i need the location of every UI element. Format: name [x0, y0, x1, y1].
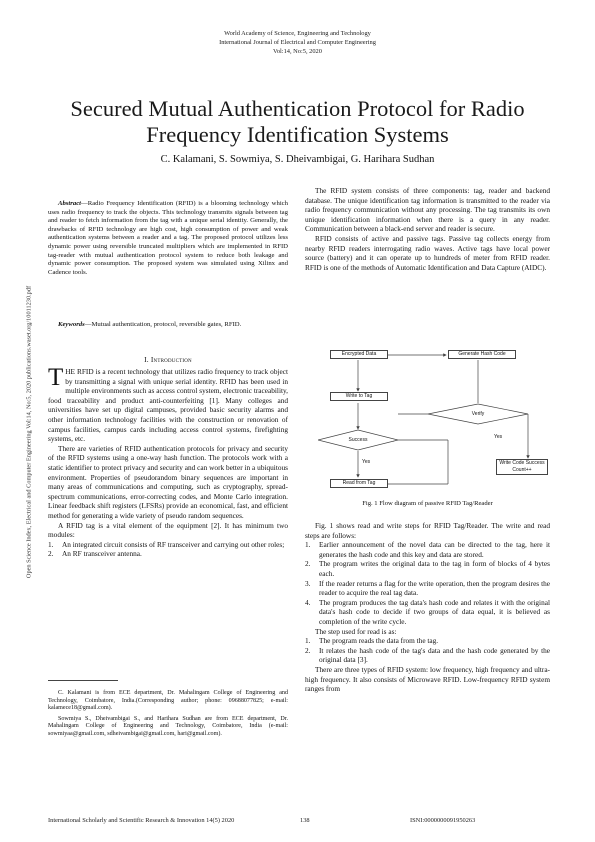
journal-name: International Journal of Electrical and Computer Engineering: [219, 39, 376, 46]
figure-caption: Fig. 1 Flow diagram of passive RFID Tag/Reader: [362, 500, 493, 507]
list-number: 2.: [305, 645, 311, 655]
list-item: [305, 540, 550, 559]
abstract-label: Abstract: [58, 200, 82, 207]
keywords-text: Mutual authentication, protocol, reversible gates, RFID.: [91, 321, 242, 328]
keywords-label: Keywords: [58, 321, 85, 328]
abstract: Abstract—Radio Frequency Identification (RFID) is a blooming technology which uses radio frequency to track the objects. This technology transmits signals between tag and reader to fetch information from the tag with a unique serial identity. Generally, the drawbacks of RFID technology are high cost, high consumption of power and weak authentication systems between a reader and a tag. The proposed protocol utilizes less dynamic power using reversible truncated multipliers which are implemented in RFID tag-reader with mutual authentication protocol system to reduce both leakage and dynamic power consumption. The proposed system was simulated using Xilinx and Cadence tools.: [48, 200, 288, 276]
right-paragraph-5: There are three types of RFID system: low frequency, high frequency and ultra-high frequency. It also consists of Microwave RFID. Low-frequency RFID system ranges from: [305, 664, 550, 694]
paper-title: Secured Mutual Authentication Protocol for Radio Frequency Identification Systems: [70, 96, 525, 147]
intro-p1-text: HE RFID is a recent technology that utilizes radio frequency to track object by transmitting a signal with unique serial identity. RFID has been used in multiple environments such as access control system, electronic traceability, food traceability and product anti-counterfeiting [1]. Many colleges and universities have set up digital campuses, provided basic security alarms and other information technology facilities with the construction or renovation of campus facilities, campus cards including access control systems, firefighting systems, etc.: [48, 367, 288, 444]
side-watermark: [24, 272, 34, 592]
list-text: It relates the hash code of the tag's data and the hash code generated by the original data [3].: [319, 645, 550, 665]
side-watermark-text: Open Science Index, Electrical and Computer Engineering Vol:14, No:5, 2020 publications.waset.org/10011230.pdf: [25, 285, 33, 579]
list-item: [305, 559, 550, 578]
intro-paragraph-3: A RFID tag is a vital element of the equipment [2]. It has minimum two modules:: [48, 520, 288, 540]
label-yes-2: Yes: [362, 459, 371, 465]
list-number: 2.: [305, 559, 311, 569]
intro-paragraph-1: [48, 364, 288, 444]
box-write-code-success: Write Code Success Count++: [496, 459, 548, 475]
paper-authors: C. Kalamani, S. Sowmiya, S. Dheivambigai, G. Harihara Sudhan: [160, 154, 435, 165]
box-read-from-tag: Read from Tag: [330, 479, 388, 488]
footnote-rule: [48, 680, 118, 681]
label-yes-1: Yes: [494, 434, 503, 440]
section-heading-introduction: [48, 355, 288, 364]
list-item: [48, 540, 288, 550]
section-number: I.: [144, 355, 149, 364]
drop-cap: T: [48, 364, 64, 391]
footer-journal: International Scholarly and Scientific Research & Innovation 14(5) 2020: [48, 817, 235, 824]
footer-page-number: 138: [300, 817, 310, 824]
section-title: Introduction: [150, 355, 192, 364]
figure-flow-diagram: [318, 343, 548, 493]
list-item: [305, 646, 550, 665]
right-paragraph-4: The step used for read is as:: [315, 626, 397, 636]
intro-paragraph-2: There are varieties of RFID authentication protocols for privacy and security of the RFID systems using a one-way hash function. The protocols work with a static identifier to protect privacy and security and can work better in a ubiquitous environment. Properties of pseudorandom binary sequences are important in many areas of communications and computing, such as cryptography, spread-spectrum communications, error-correcting codes, and Monte Carlo integration. Linear feedback shift registers (LFSRs) provide an economical, fast, and efficient method for generating a wide variety of pseudo random sequences.: [48, 443, 288, 520]
footnotes: [48, 690, 288, 742]
list-number: 3.: [305, 578, 311, 588]
diamond-success: Success: [348, 437, 368, 443]
list-item: [305, 636, 550, 646]
list-text: The program reads the data from the tag.: [319, 636, 439, 646]
list-number: 1.: [48, 539, 54, 549]
right-column-top: [305, 186, 550, 272]
list-text: The program writes the original data to the tag in form of blocks of 4 bytes each.: [319, 559, 550, 578]
list-number: 1.: [305, 636, 311, 646]
box-write-tag: Write to Tag: [330, 392, 388, 401]
abstract-text: Radio Frequency Identification (RFID) is a blooming technology which uses radio frequency to track the objects. This technology transmits signals between tag and reader to fetch information from the tag with a unique serial identity. Generally, the drawbacks of RFID technology are high cost, high consumption of power and weak authentication systems between a reader and a tag. The proposed protocol utilizes less dynamic power using reversible truncated multipliers which are implemented in RFID tag-reader with mutual authentication protocol system to reduce both leakage and dynamic power consumption. The proposed system was simulated using Xilinx and Cadence tools.: [48, 200, 288, 276]
list-text: An integrated circuit consists of RF transceiver and carrying out other roles;: [62, 539, 285, 549]
footer-isni: ISNI:0000000091950263: [410, 817, 476, 824]
list-number: 1.: [305, 540, 311, 550]
list-text: If the reader returns a flag for the write operation, then the program desires the reader to acquire the real tag data.: [319, 578, 550, 598]
list-text: Earlier announcement of the novel data can be directed to the tag, here it generates the hash code and this key and data are stored.: [319, 540, 550, 559]
footnote-1: C. Kalamani is from ECE department, Dr. Mahalingam College of Engineering and Technology, Coimbatore, India.(Corresponding author; phone: 09688077825; e-mail: kalamece18@gmail.com).: [48, 690, 288, 712]
list-item: [48, 549, 288, 559]
list-number: 2.: [48, 549, 54, 559]
keywords: Keywords—Mutual authentication, protocol, reversible gates, RFID.: [58, 321, 242, 328]
box-encrypted-data: Encrypted Data: [330, 350, 388, 359]
introduction-body: [48, 364, 288, 559]
diamond-verify: Verify: [471, 411, 485, 417]
journal-header: [0, 29, 595, 56]
journal-volume: Vol:14, No:5, 2020: [273, 48, 322, 55]
list-number: 4.: [305, 597, 311, 607]
list-text: An RF transceiver antenna.: [62, 549, 142, 559]
list-item: [305, 598, 550, 627]
journal-org: World Academy of Science, Engineering and Technology: [224, 30, 371, 37]
list-item: [305, 579, 550, 598]
list-text: The program produces the tag data's hash code and relates it with the original data's hash code to decide if two groups of data equal, it is believed as completion of the write cycle.: [319, 597, 550, 626]
right-paragraph-3: Fig. 1 shows read and write steps for RFID Tag/Reader. The write and read steps are follows:: [305, 521, 550, 540]
right-paragraph-1: The RFID system consists of three components: tag, reader and backend database. The unique identification tag information is transmitted to the reader via radio frequency communication without any processing. The tag transmits its own unique identification information when there is a query in any reader. Communication between a black-end server and reader is secure.: [305, 186, 550, 234]
right-paragraph-2: RFID consists of active and passive tags. Passive tag collects energy from nearby RFID readers interrogating radio waves. Active tags have local power source (battery) and it can operate up to hundreds of meter from RFID reader. RFID is one of the methods of Automatic Identification and Data Capture (AIDC).: [305, 233, 550, 272]
box-generate-hash: Generate Hash Code: [448, 350, 516, 359]
right-column-bottom: [305, 521, 550, 694]
footnote-2: Sowmiya S., Dheivambigai S., and Harihara Sudhan are from ECE department, Dr. Mahalingam College of Engineering and Technology, Coimbatore, India (e-mail: sowmiyaa@gmail.com, sdheivambigai@gmail.com, hari@gmail.com).: [48, 715, 288, 737]
